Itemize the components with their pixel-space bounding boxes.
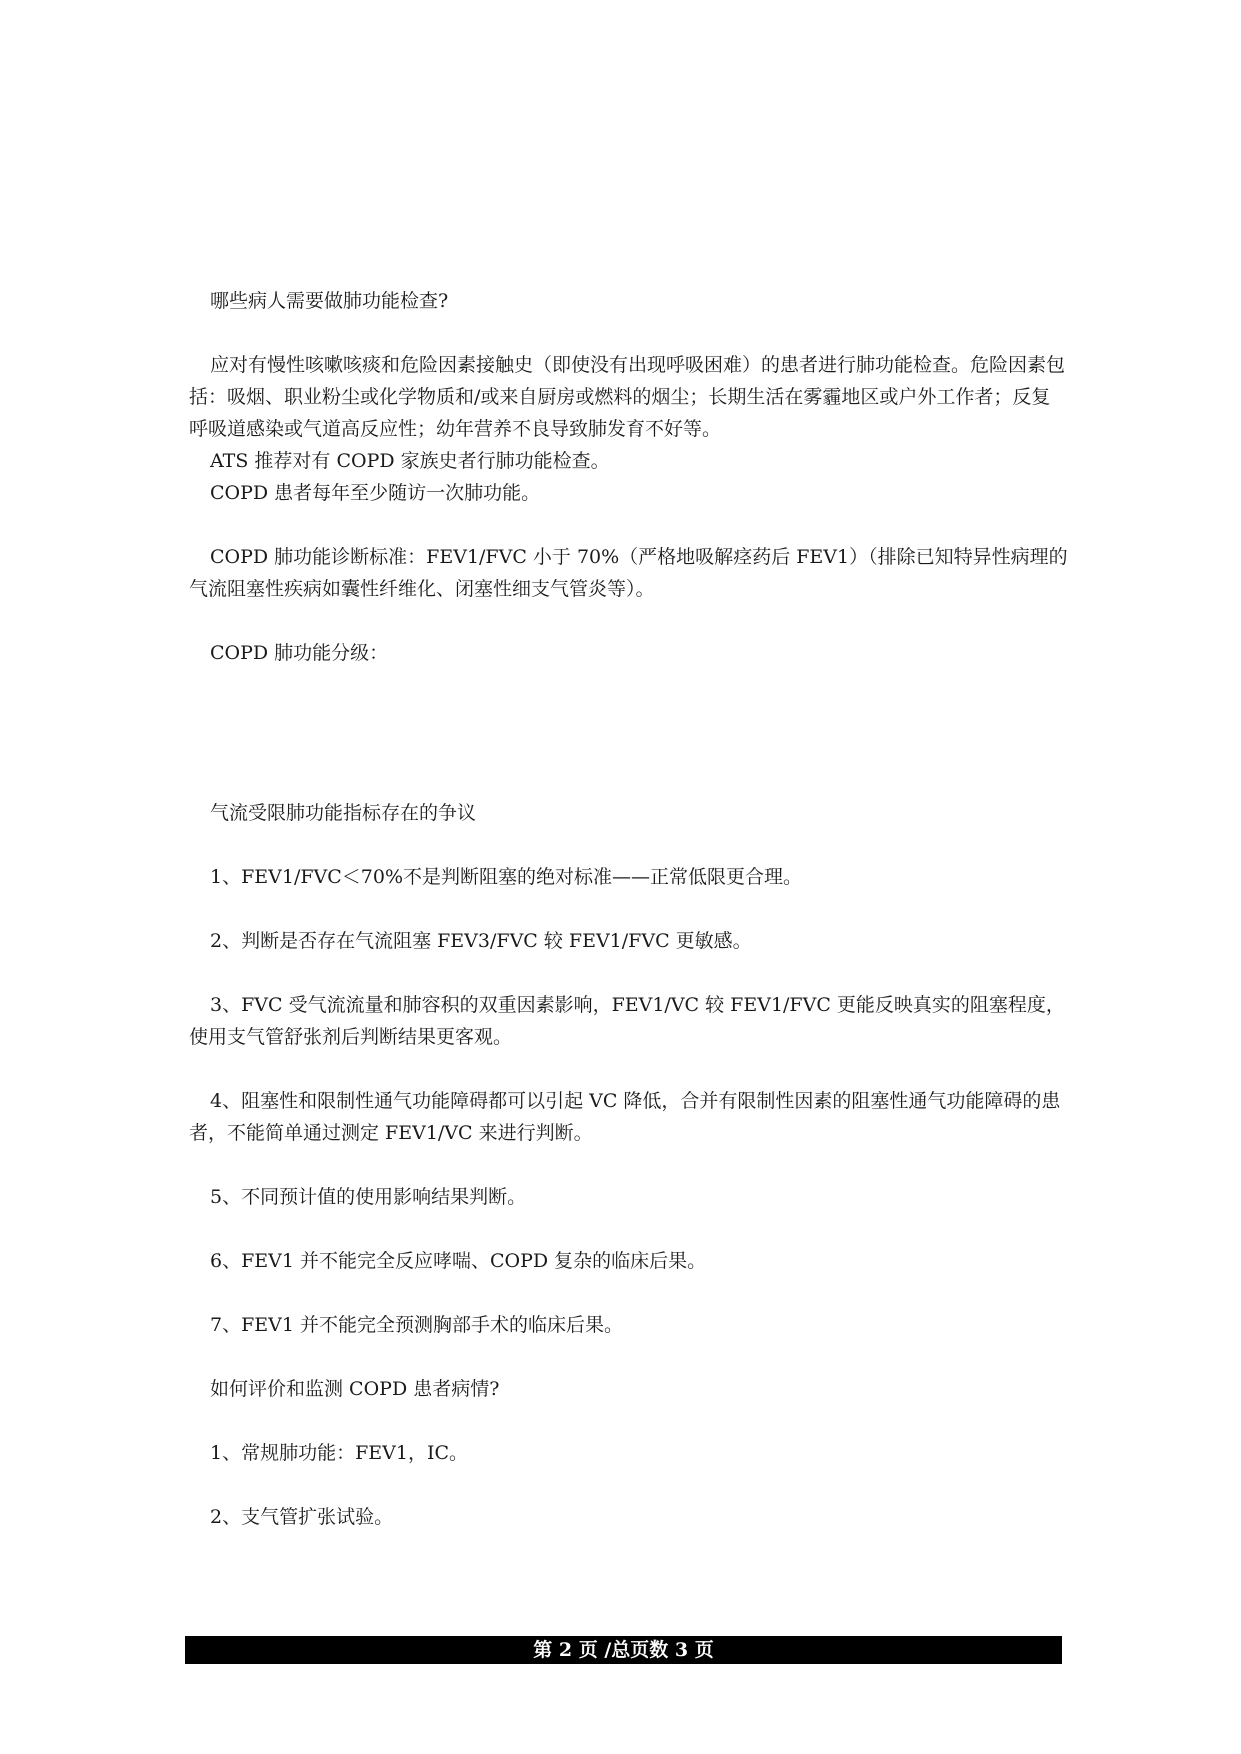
- page-footer: [185, 1636, 1062, 1664]
- list-item-1: 1、FEV1/FVC＜70%不是判断阻塞的绝对标准——正常低限更合理。: [210, 866, 803, 888]
- list-item-6: 6、FEV1 并不能完全反应哮喘、COPD 复杂的临床后果。: [210, 1250, 707, 1272]
- list-item-7: 7、FEV1 并不能完全预测胸部手术的临床后果。: [210, 1314, 623, 1336]
- list-item-4: 4、阻塞性和限制性通气功能障碍都可以引起 VC 降低，合并有限制性因素的阻塞性通气功能障碍的患者，不能简单通过测定 FEV1/VC 来进行判断。: [189, 1090, 1061, 1144]
- question-heading-evaluation: 如何评价和监测 COPD 患者病情?: [210, 1378, 500, 1400]
- list-item-2: 2、判断是否存在气流阻塞 FEV3/FVC 较 FEV1/FVC 更敏感。: [210, 930, 752, 952]
- question-heading-who-needs-test: 哪些病人需要做肺功能检查?: [210, 290, 449, 312]
- eval-item-1: 1、常规肺功能：FEV1，IC。: [210, 1442, 468, 1464]
- paragraph-diagnostic-criteria: COPD 肺功能诊断标准：FEV1/FVC 小于 70%（严格地吸解痉药后 FEV1）（排除已知特异性病理的气流阻塞性疾病如囊性纤维化、闭塞性细支气管炎等）。: [189, 546, 1068, 600]
- list-item-5: 5、不同预计值的使用影响结果判断。: [210, 1186, 527, 1208]
- page-number-label: 第 2 页 /总页数 3 页: [533, 1639, 714, 1661]
- eval-item-2: 2、支气管扩张试验。: [210, 1506, 394, 1528]
- list-item-3: 3、FVC 受气流流量和肺容积的双重因素影响，FEV1/VC 较 FEV1/FVC 更能反映真实的阻塞程度，使用支气管舒张剂后判断结果更客观。: [189, 994, 1065, 1048]
- paragraph-grading-heading: COPD 肺功能分级：: [210, 642, 389, 664]
- document-body: [189, 285, 1069, 1533]
- paragraph-annual-followup: COPD 患者每年至少随访一次肺功能。: [210, 482, 541, 504]
- paragraph-ats-recommendation: ATS 推荐对有 COPD 家族史者行肺功能检查。: [210, 450, 610, 472]
- section-heading-controversies: 气流受限肺功能指标存在的争议: [210, 802, 477, 824]
- paragraph-risk-factors: 应对有慢性咳嗽咳痰和危险因素接触史（即使没有出现呼吸困难）的患者进行肺功能检查。危险因素包括：吸烟、职业粉尘或化学物质和/或来自厨房或燃料的烟尘；长期生活在雾霾地区或户外工作者；反复呼吸道感染或气道高反应性；幼年营养不良导致肺发育不好等。: [189, 354, 1066, 440]
